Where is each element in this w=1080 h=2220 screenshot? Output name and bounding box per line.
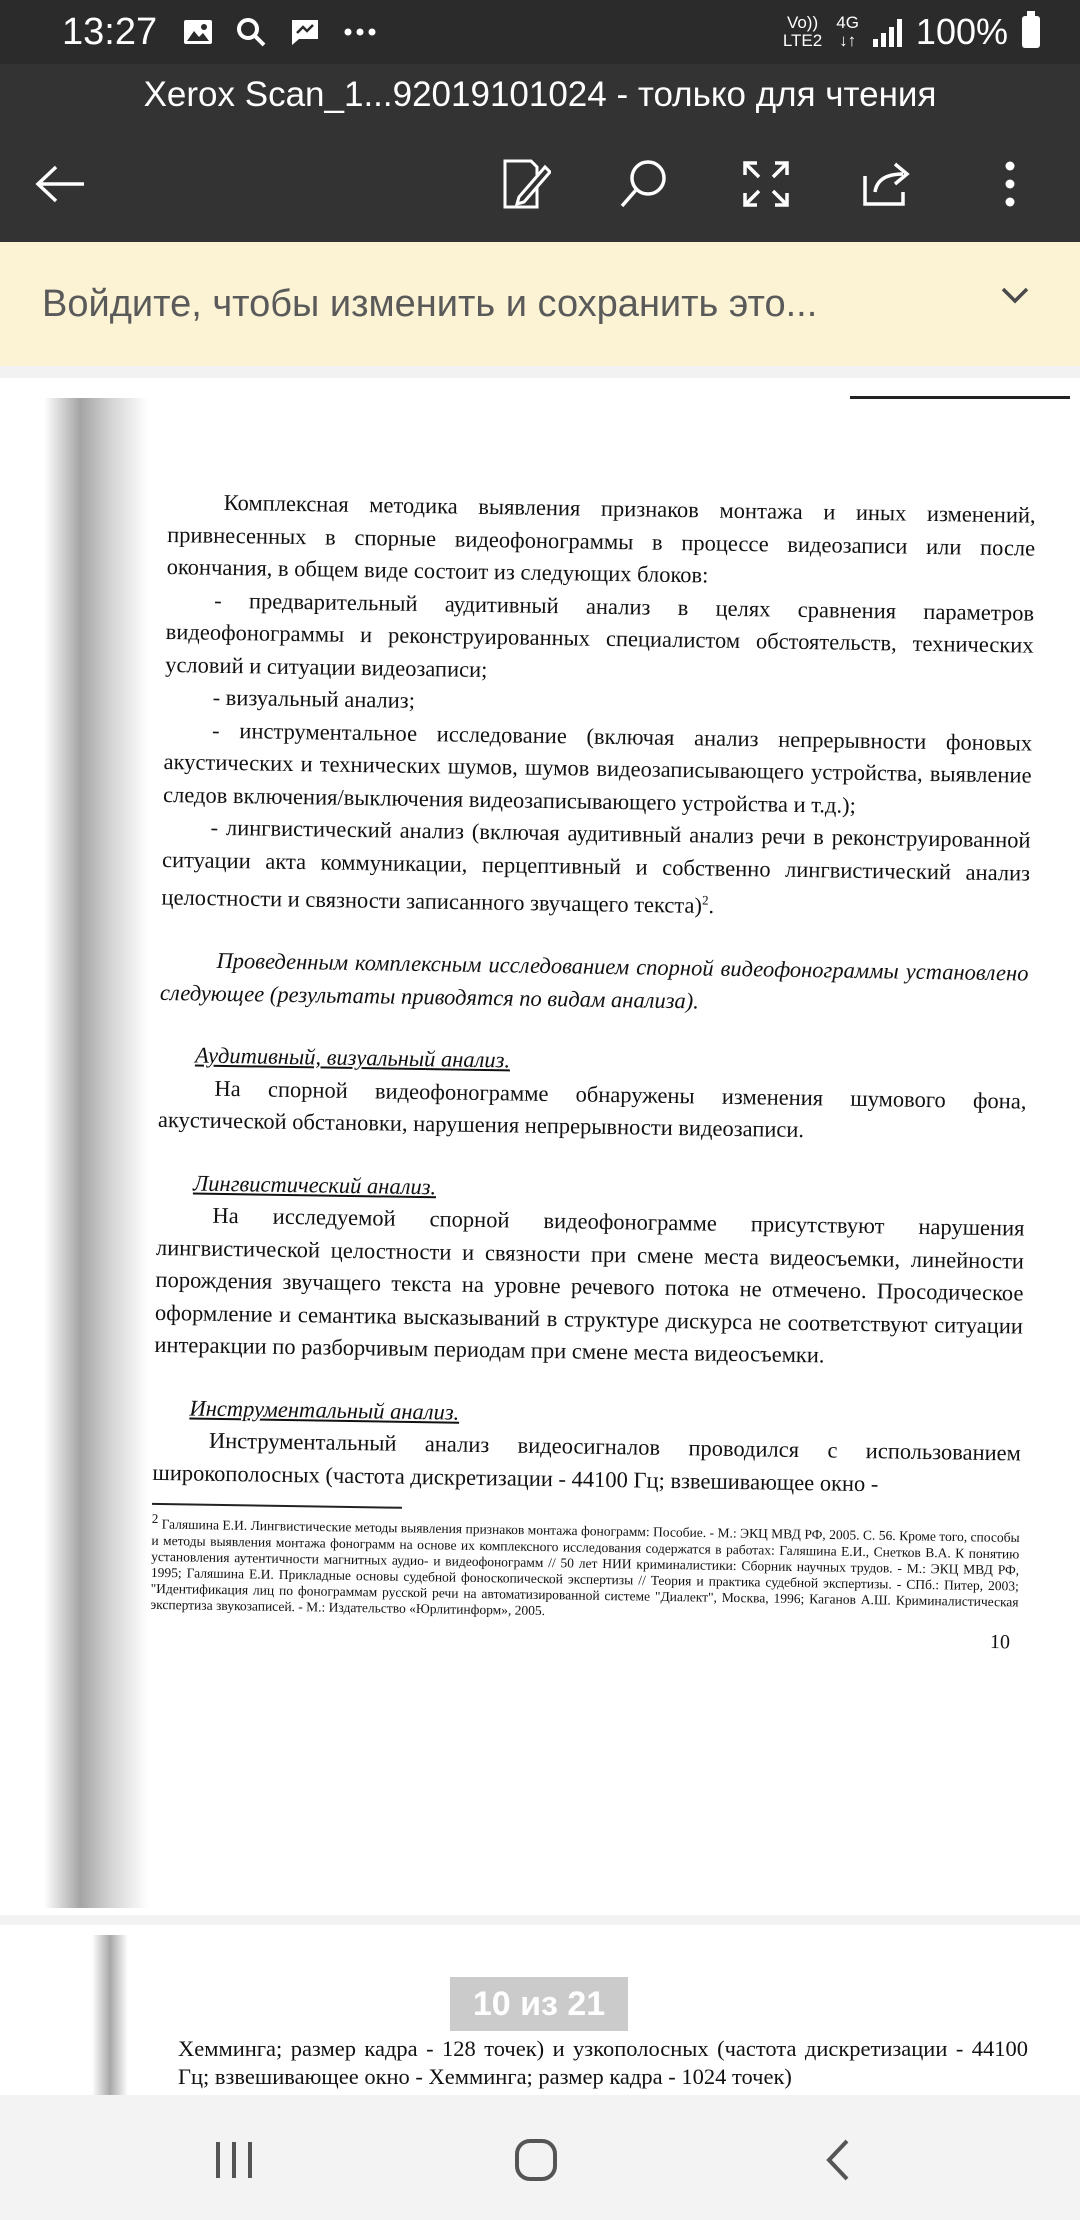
sign-in-banner[interactable] [0,242,1080,372]
message-icon [289,17,321,47]
volte-indicator [783,14,822,50]
network-type-label: 4G [836,13,859,32]
italic-paragraph: Проведенным комплексным исследованием спорной видеофонограммы установлено следующее (результаты приводятся по видам анализа). [159,947,1029,1013]
network-type [836,14,859,50]
fullscreen-button[interactable] [730,148,802,220]
image-icon [183,18,213,46]
paragraph: На спорной видеофонограмме обнаружены изменения шумового фона, акустической обстановки, нарушения непрерывности видеозаписи. [157,1075,1027,1143]
page-text [150,486,1036,1658]
status-time: 13:27 [62,10,158,53]
page-number: 10 [989,1630,1011,1653]
list-item: - визуальный анализ; [212,684,416,713]
footnote-ref: 2 [701,892,709,908]
back-icon [823,2137,853,2183]
list-item-end: . [708,893,715,919]
footnote-text: Галяшина Е.И. Лингвистические методы выявления признаков монтажа фонограмм: Пособие. - М.: ЭКЦ МВД РФ, 2005. С. 56. Кроме того, способы и методы выявления монтажа фонограмм на основе их комплексного исследования содержатся в работах: Галяшина Е.И., Снетков В.А. К понятию установления аутентичности магнитных аудио- и видеофонограмм // 50 лет НИИ криминалистики: Сборник научных трудов. - М.: ЭКЦ МВД РФ, 1995; Галяшина Е.И. Прикладные основы судебной фоноскопической экспертизы // Теория и практика судебной экспертизы. - СПб.: Питер, 2003; "Идентификация лиц по фонограммам русской речи на автоматизированной системе "Диалект", Москва, 1996; Каганов А.Ш. Криминалистическая экспертиза звукозаписей. - М.: Издательство «Юрлитинформ», 2005. [150,1516,1020,1618]
page-text [178,2035,1028,2091]
system-navigation-bar [0,2095,1080,2220]
footnote-divider [152,1503,402,1509]
fullscreen-icon [741,159,791,209]
paragraph: На исследуемой спорной видеофонограмме присутствуют нарушения лингвистической целостности и связности при смене места видеосъемки, линейности порождения звучащего текста на уровне речевого потока не отмечено. Просодическое оформление и семантика высказываний в структуре дискурса не соответствуют ситуации интеракции по разборчивым периодам при смене места видеосъемки. [154,1202,1025,1368]
more-vertical-icon [1003,160,1017,208]
footnote [150,1511,1019,1626]
status-bar [0,0,1080,64]
share-icon [861,160,915,208]
search-icon [618,158,670,210]
more-dots-icon [343,27,377,37]
search-button[interactable] [608,148,680,220]
list-item [161,811,1031,928]
chevron-down-icon[interactable] [1000,286,1030,304]
home-icon [513,2137,559,2183]
signal-icon [873,17,902,47]
document-title-bar [0,64,1080,126]
scan-shadow [44,398,148,1908]
document-title: Xerox Scan_1...92019101024 - только для чтения [143,75,937,114]
section-heading: Лингвистический анализ. [192,1169,437,1199]
list-item-text: - лингвистический анализ (включая аудитивный анализ речи в реконструированной ситуации акта коммуникации, перцептивный и собственно лингвистический анализ целостности и связности записанного звучащего текста) [161,814,1031,918]
lte-label: LTE2 [782,31,823,50]
edit-icon [501,157,551,211]
scan-shadow [92,1935,128,2095]
app-toolbar [0,126,1080,242]
list-item: - инструментальное исследование (включая анализ непрерывности фоновых акустических и технических шумов, шумов видеозаписывающего устройства, выявление следов включения/выключения видеозаписывающего устройства и т.д.); [162,717,1033,818]
system-status [783,11,1040,53]
paragraph: Хемминга; размер кадра - 128 точек) и узкополосных (частота дискретизации - 44100 Гц; взвешивающее окно - Хемминга; размер кадра - 1024 точек) [178,2036,1028,2089]
battery-icon [1022,16,1040,48]
edit-button[interactable] [490,148,562,220]
scan-top-line [850,396,1070,399]
list-item: - предварительный аудитивный анализ в целях сравнения параметров видеофонограммы и реконструированных специалистом обстоятельств, технических условий и ситуации видеозаписи; [165,587,1035,682]
page-indicator: 10 из 21 [450,1977,628,2031]
back-arrow-icon [34,164,86,204]
banner-text: Войдите, чтобы изменить и сохранить это... [42,282,818,325]
section-heading: Инструментальный анализ. [189,1394,460,1425]
paragraph: Инструментальный анализ видеосигналов проводился с использованием широкополосных (частота дискретизации - 44100 Гц; взвешивающее окно - [152,1427,1022,1496]
recents-icon [212,2140,256,2180]
battery-percent: 100% [915,11,1008,52]
search-icon [235,16,267,48]
data-arrows-icon: ↓↑ [839,31,857,50]
back-button[interactable] [24,148,96,220]
document-page[interactable] [0,378,1080,1915]
share-button[interactable] [852,148,924,220]
volte-label: Vo)) [786,13,819,32]
paragraph: Комплексная методика выявления признаков монтажа и иных изменений, привнесенных в спорные видеофонограммы в процессе видеозаписи или после окончания, в общем виде состоит из следующих блоков: [166,489,1036,588]
footnote-number: 2 [151,1510,159,1526]
more-button[interactable] [974,148,1046,220]
recents-button[interactable] [204,2130,264,2190]
notification-icons [183,16,377,48]
home-button[interactable] [506,2130,566,2190]
back-nav-button[interactable] [808,2130,868,2190]
section-heading: Аудитивный, визуальный анализ. [194,1042,511,1073]
